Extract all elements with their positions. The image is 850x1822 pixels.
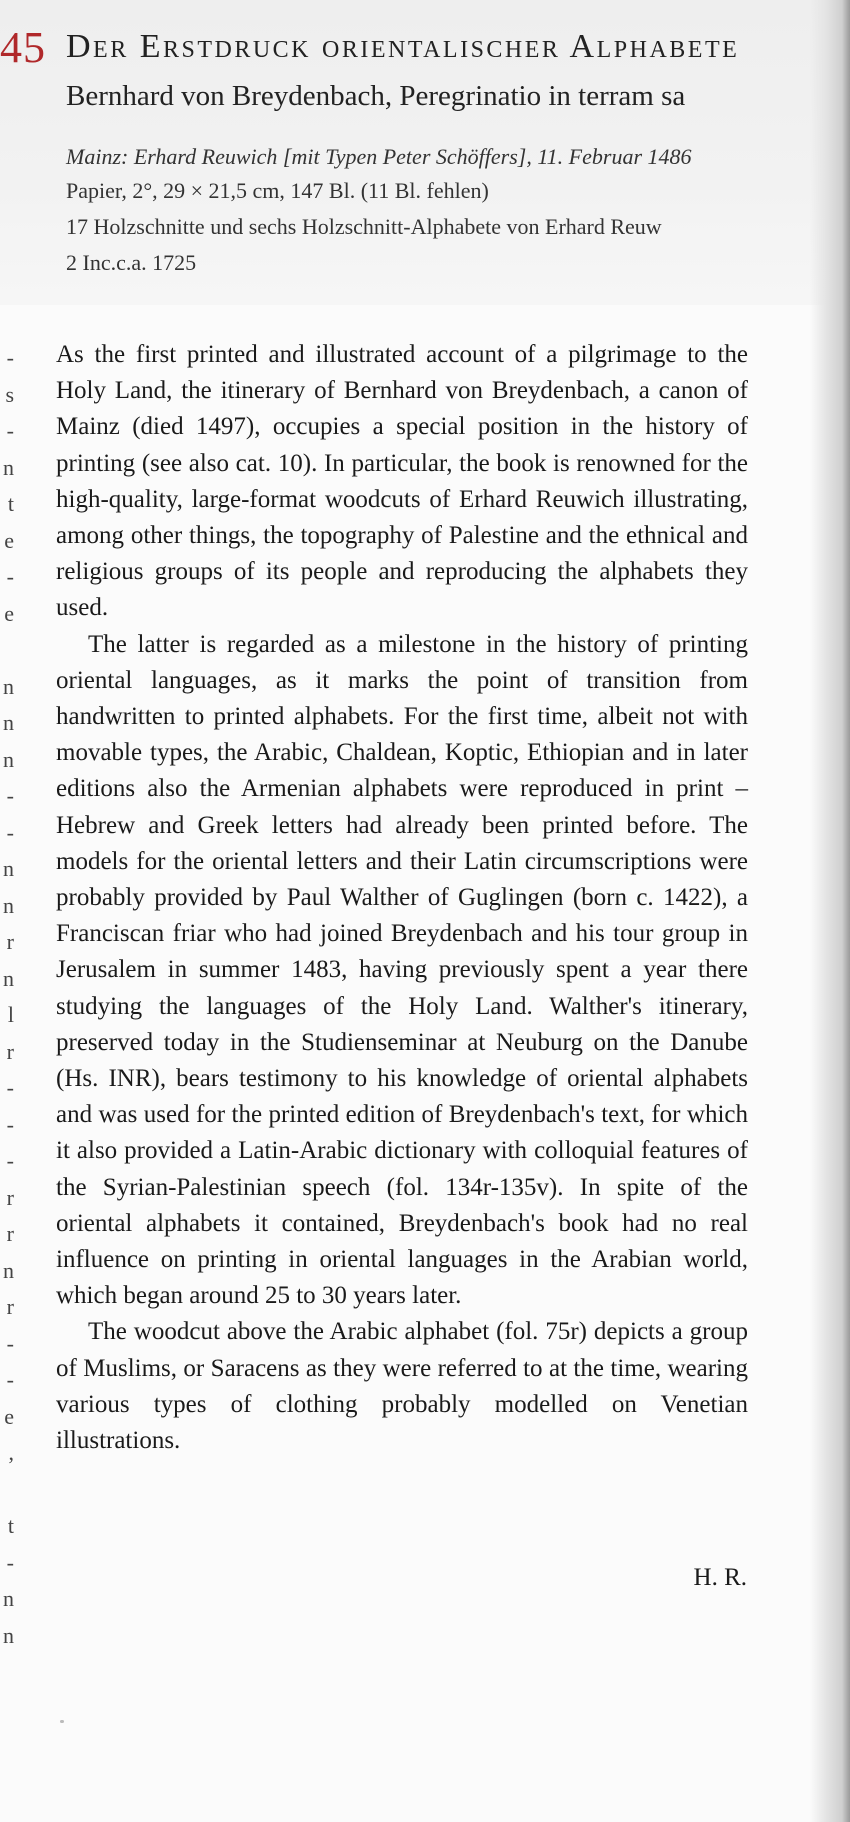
margin-fragment: n: [3, 454, 14, 480]
margin-fragment: n: [3, 892, 14, 918]
margin-fragment: r: [6, 1221, 14, 1246]
paragraph-3: The woodcut above the Arabic alphabet (fol. 75r) depicts a group of Muslims, or Saracens as they were referred to at the time, wearing various types of clothing probably modelled on Venetian illustrations.: [56, 1318, 748, 1455]
margin-fragment: r: [6, 1184, 14, 1210]
paragraph-1: As the first printed and illustrated account of a pilgrimage to the Holy Land, the itinerary of Bernhard von Breydenbach, a canon of Mainz (died 1497), occupies a special position in the history of printing (see also cat. 10). In particular, the book is renowned for the high-quality, large-format woodcuts of Erhard Reuwich illustrating, among other things, the topography of Palestine and the ethnical and religious groups of its people and reproducing the alphabets they used.: [56, 341, 748, 622]
author-initials: H. R.: [693, 1564, 747, 1591]
margin-fragment: -: [6, 1075, 14, 1100]
margin-fragment: e: [4, 1403, 14, 1429]
format-line: Papier, 2°, 29 × 21,5 cm, 147 Bl. (11 Bl. fehlen): [66, 178, 489, 203]
margin-fragment: r: [6, 1294, 14, 1319]
margin-fragment: n: [3, 673, 14, 699]
margin-fragment: -: [6, 1549, 14, 1575]
margin-fragment: n: [3, 1586, 14, 1611]
entry-subtitle: Bernhard von Breydenbach, Peregrinatio in terram sa: [66, 80, 686, 112]
entry-title: Der Erstdruck orientalischer Alphabete: [66, 28, 740, 65]
paper-speck: [60, 1720, 64, 1723]
margin-fragment: e: [4, 600, 14, 626]
margin-fragment: -: [6, 1111, 14, 1137]
margin-fragment: l: [7, 1002, 14, 1027]
margin-fragment: n: [3, 710, 14, 735]
left-column-fragments: [0, 340, 14, 1654]
margin-fragment: n: [3, 856, 14, 881]
margin-fragment: [0, 632, 14, 669]
margin-fragment: n: [3, 1622, 14, 1648]
margin-fragment: -: [6, 345, 14, 370]
page-gutter-shadow: [810, 0, 850, 1822]
margin-fragment: t: [7, 491, 14, 516]
margin-fragment: t: [7, 1513, 14, 1538]
margin-fragment: -: [6, 1367, 14, 1392]
imprint-line: Mainz: Erhard Reuwich [mit Typen Peter Schöffers], 11. Februar 1486: [66, 144, 692, 169]
margin-fragment: -: [6, 564, 14, 589]
shelfmark-line: 2 Inc.c.a. 1725: [66, 250, 197, 275]
margin-fragment: r: [6, 929, 14, 954]
margin-fragment: [0, 1472, 14, 1509]
margin-fragment: -: [6, 819, 14, 845]
illustrations-line: 17 Holzschnitte und sechs Holzschnitt-Alphabete von Erhard Reuw: [66, 214, 662, 239]
margin-fragment: -: [6, 1148, 14, 1173]
margin-fragment: n: [3, 1257, 14, 1283]
margin-fragment: n: [3, 746, 14, 772]
paragraph-2: The latter is regarded as a milestone in the history of printing oriental languages, as it marks the point of transition from handwritten to printed alphabets. For the first time, albeit not with movable types, the Arabic, Chaldean, Koptic, Ethiopian and in later editions also the Armenian alphabets were reproduced in print – Hebrew and Greek letters had already been printed before. The models for the oriental letters and their Latin circumscriptions were probably provided by Paul Walther of Guglingen (born c. 1422), a Franciscan friar who had joined Breydenbach and his tour group in Jerusalem in summer 1483, having previously spent a year there studying the languages of the Holy Land. Walther's itinerary, preserved today in the Studienseminar at Neuburg on the Danube (Hs. INR), bears testimony to his knowledge of oriental alphabets and was used for the printed edition of Breydenbach's text, for which it also provided a Latin-Arabic dictionary with colloquial features of the Syrian-Palestinian speech (fol. 134r-135v). In spite of the oriental alphabets it contained, Breydenbach's book had no real influence on printing in oriental languages in the Arabian world, which began around 25 to 30 years later.: [56, 630, 748, 1310]
body-text: [56, 337, 748, 1459]
margin-fragment: n: [3, 965, 14, 991]
margin-fragment: r: [6, 1038, 14, 1064]
margin-fragment: ,: [8, 1440, 14, 1465]
margin-fragment: e: [4, 527, 14, 553]
margin-fragment: -: [6, 418, 14, 443]
margin-fragment: s: [5, 381, 14, 407]
margin-fragment: -: [6, 783, 14, 808]
margin-fragment: -: [6, 1330, 14, 1356]
catalog-number: 45: [0, 23, 46, 72]
